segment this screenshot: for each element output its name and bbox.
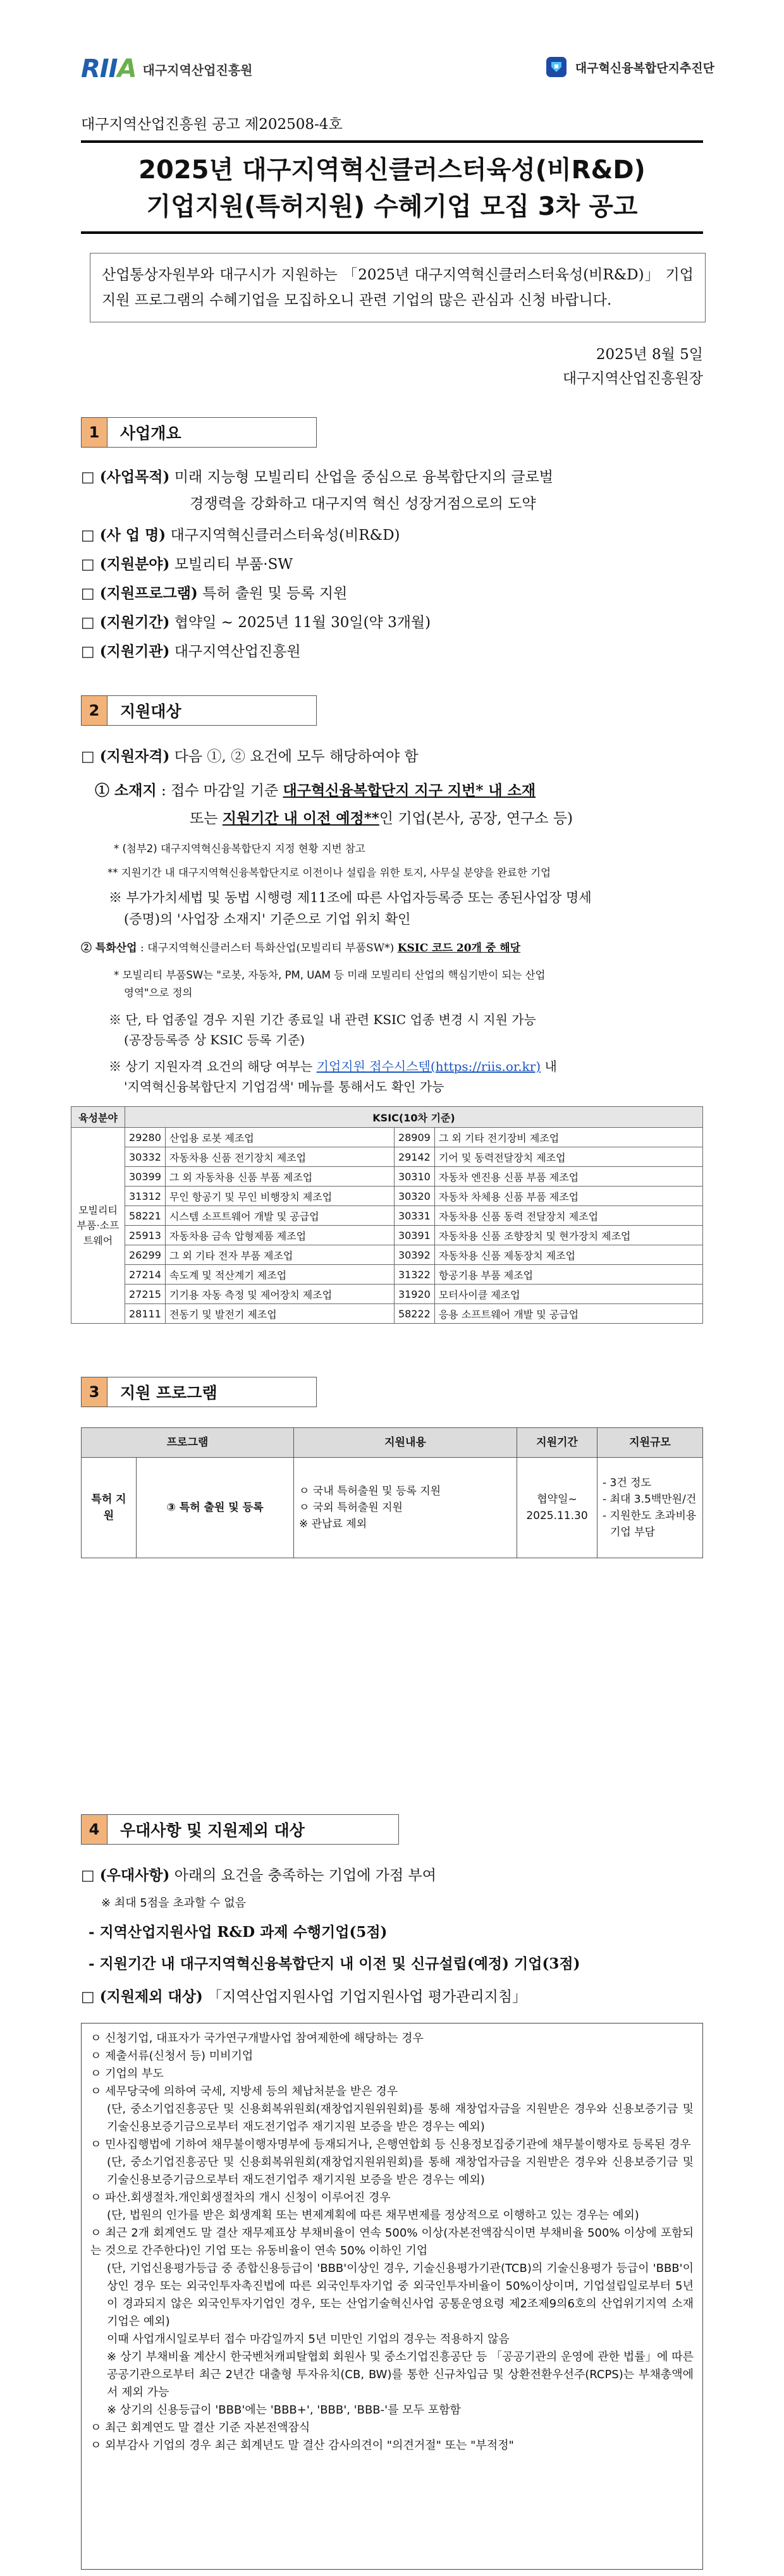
agency-label: □ (지원기관): [81, 643, 170, 660]
project-row: [81, 525, 400, 546]
ksic-code: 58221: [125, 1206, 166, 1226]
note-3a: ※ 부가가치세법 및 동법 시행령 제11조에 따른 사업자등록증 또는 종된사업장 명세: [109, 890, 592, 905]
exclusion-item: ㅇ 기업의 부도: [90, 2067, 164, 2080]
ksic-code: 31920: [394, 1285, 434, 1304]
title-line-1: 2025년 대구지역혁신클러스터육성(비R&D): [138, 156, 646, 185]
cluster-org-name: 대구혁신융복합단지추진단: [575, 61, 714, 75]
preference-item-2: - 지원기간 내 대구지역혁신융복합단지 내 이전 및 신규설립(예정) 기업(3점): [89, 1955, 580, 1972]
industry-row: [81, 939, 520, 957]
section-title: 지원대상: [107, 695, 317, 726]
qualification-text: 다음 ①, ② 요건에 모두 해당하여야 함: [174, 748, 419, 765]
period-label: □ (지원기간): [81, 614, 170, 631]
period-header: 지원기간: [517, 1428, 597, 1458]
content-line: ㅇ 국내 특허출원 및 등록 지원: [298, 1485, 441, 1498]
program-period: [517, 1458, 597, 1558]
ksic-header-code: KSIC(10차 기준): [125, 1107, 703, 1128]
project-label: □ (사 업 명): [81, 527, 166, 544]
note-6-text-b: 내: [541, 1059, 557, 1074]
preference-item-1: - 지역산업지원사업 R&D 과제 수행기업(5점): [89, 1924, 388, 1941]
exclusion-item: ㅇ 외부감사 기업의 경우 최근 회계년도 말 결산 감사의견이 "의견거절" 또는 "부적정": [90, 2439, 514, 2452]
section-1-header: [81, 417, 317, 448]
industry-text-emphasis: KSIC 코드 20개 중 해당: [397, 942, 521, 955]
exclusion-item: (단, 중소기업진흥공단 및 신용회복위원회(재창업지원위원회)를 통해 재창업자금을 지원받은 경우와 신용보증기금 및 기술신용보증기금으로부터 재도전기업주 재기지원 보증을 받은 경우는 예외): [107, 2103, 694, 2133]
purpose-row: [81, 467, 707, 488]
section-3-header: [81, 1377, 317, 1407]
ksic-code: 27215: [125, 1285, 166, 1304]
preference-label: □ (우대사항): [81, 1867, 170, 1884]
note-6-text: ※ 상기 지원자격 요건의 해당 여부는: [109, 1059, 317, 1074]
riia-logo-mark: RIIA: [81, 54, 137, 83]
ksic-code: 31312: [125, 1187, 166, 1206]
field-label: □ (지원분야): [81, 556, 170, 573]
ksic-code: 25913: [125, 1226, 166, 1245]
preference-text: 아래의 요건을 충족하는 기업에 가점 부여: [174, 1867, 436, 1884]
exclusion-item: (단, 법원의 인가를 받은 회생계획 또는 변제계획에 따른 채무변제를 정상적으로 이행하고 있는 경우는 예외): [107, 2209, 639, 2222]
section-title: 우대사항 및 지원제외 대상: [107, 1814, 399, 1845]
cluster-logo-icon: [544, 54, 569, 80]
location-text-2c: 인 기업(본사, 공장, 연구소 등): [379, 810, 573, 827]
ksic-desc: 자동차용 신품 제동장치 제조업: [434, 1245, 702, 1265]
scale-line: - 지원한도 초과비용: [603, 1510, 697, 1522]
project-text: 대구지역혁신클러스터육성(비R&D): [170, 527, 400, 544]
exclusion-item: ㅇ 세무당국에 의하여 국세, 지방세 등의 체납처분을 받은 경우: [90, 2085, 398, 2098]
ksic-desc: 그 외 기타 전자 부품 제조업: [165, 1245, 394, 1265]
section-4-header: [81, 1814, 399, 1845]
scale-header: 지원규모: [597, 1428, 703, 1458]
exclusion-item: ㅇ 제출서류(신청서 등) 미비기업: [90, 2049, 254, 2063]
exclusion-item: ※ 상기의 신용등급이 'BBB'에는 'BBB+', 'BBB', 'BBB-'를 모두 포함함: [107, 2403, 461, 2417]
exclusion-item: ※ 상기 부채비율 계산시 한국벤처캐피탈협회 회원사 및 중소기업진흥공단 등 「공공기관의 운영에 관한 법률」에 따른 공공기관으로부터 최근 2년간 대출형 투자유치(CB, BW)를 통한 신규차입금 및 상환전환우선주(RCPS)는 부채총액에서 제외 가능: [107, 2350, 694, 2399]
qualification-label: □ (지원자격): [81, 748, 170, 765]
program-name: ③ 특허 출원 및 등록: [137, 1458, 294, 1558]
scale-line: - 3건 정도: [603, 1477, 652, 1489]
ksic-code: 28111: [125, 1304, 166, 1324]
exclusion-item: ㅇ 파산.회생절차.개인회생절차의 개시 신청이 이루어진 경우: [90, 2191, 391, 2204]
riia-logo: [81, 54, 252, 83]
ksic-code: 29142: [394, 1147, 434, 1167]
exclusion-item: (단, 기업신용평가등급 중 종합신용등급이 'BBB'이상인 경우, 기술신용평가기관(TCB)의 기술신용평가 등급이 'BBB'이상인 경우 또는 외국인투자촉진법에 따른 외국인투자기업 중 외국인투자비율이 50%이상이며, 기업설립일로부터 5년이 경과되지 않은 외국인투자기업인 경우, 또는 산업기술혁신사업 공통운영요령 제2조제9의6호의 산업위기지역 소재 기업은 예외): [107, 2262, 694, 2328]
ksic-desc: 그 외 기타 전기장비 제조업: [434, 1128, 702, 1147]
cluster-logo: [544, 54, 714, 80]
qualification-row: [81, 746, 419, 767]
section-number: 1: [81, 417, 107, 448]
note-4a: * 모빌리티 부품SW는 "로봇, 자동차, PM, UAM 등 미래 모빌리티 산업의 핵심기반이 되는 산업: [114, 969, 546, 981]
agency-row: [81, 641, 301, 662]
ksic-desc: 모터사이클 제조업: [434, 1285, 702, 1304]
ksic-code: 27214: [125, 1265, 166, 1285]
section-number: 4: [81, 1814, 107, 1845]
section-2-header: [81, 695, 317, 726]
ksic-desc: 기어 및 동력전달장치 제조업: [434, 1147, 702, 1167]
content-header: 지원내용: [293, 1428, 517, 1458]
riia-org-name: 대구지역산업진흥원: [142, 62, 253, 78]
note-5a: ※ 단, 타 업종일 경우 지원 기간 종료일 내 관련 KSIC 업종 변경 시 지원 가능: [109, 1012, 536, 1027]
location-row-2: [190, 808, 573, 829]
ksic-code: 30332: [125, 1147, 166, 1167]
exclusion-text: 「지역산업지원사업 기업지원사업 평가관리지침」: [207, 1989, 527, 2005]
ksic-desc: 기기용 자동 측정 및 제어장치 제조업: [165, 1285, 394, 1304]
intro-box: 산업통상자원부와 대구시가 지원하는 「2025년 대구지역혁신클러스터육성(비R&D)」 기업지원 프로그램의 수혜기업을 모집하오니 관련 기업의 많은 관심과 신청 바랍니다.: [90, 253, 706, 322]
section-number: 3: [81, 1377, 107, 1407]
exclusion-item: 이때 사업개시일로부터 접수 마감일까지 5년 미만인 기업의 경우는 적용하지 않음: [107, 2333, 510, 2346]
scale-line: 기업 부담: [610, 1526, 656, 1539]
preference-note: ※ 최대 5점을 초과할 수 없음: [101, 1896, 247, 1910]
program-row: [81, 583, 347, 604]
ksic-desc: 항공기용 부품 제조업: [434, 1265, 702, 1285]
title-line-2: 기업지원(특허지원) 수혜기업 모집 3차 공고: [146, 192, 638, 221]
location-text-emphasis: 대구혁신융복합단지 지구 지번* 내 소재: [283, 782, 536, 799]
program-text: 특허 출원 및 등록 지원: [202, 585, 348, 602]
notice-number: 대구지역산업진흥원 공고 제202508-4호: [81, 116, 343, 133]
program-label: □ (지원프로그램): [81, 585, 198, 602]
page-title: [81, 140, 703, 234]
exclusion-item: (단, 중소기업진흥공단 및 신용회복위원회(재창업지원위원회)를 통해 재창업자금을 지원받은 경우와 신용보증기금 및 기술신용보증기금으로부터 재도전기업주 재기지원 보증을 받은 경우는 예외): [107, 2156, 694, 2187]
ksic-code: 30392: [394, 1245, 434, 1265]
ksic-desc: 자동차용 금속 압형제품 제조업: [165, 1226, 394, 1245]
note-6a: [109, 1057, 557, 1076]
ksic-table: [71, 1106, 703, 1324]
program-table: [81, 1427, 703, 1558]
industry-text: : 대구지역혁신클러스터 특화산업(모빌리티 부품SW*): [140, 942, 398, 955]
ksic-code: 30391: [394, 1226, 434, 1245]
field-row: [81, 554, 293, 575]
ksic-field-name: 모빌리티 부품·소프트웨어: [71, 1128, 125, 1324]
exclusion-item: ㅇ 민사집행법에 기하여 채무불이행자명부에 등재되거나, 은행연합회 등 신용정보집중기관에 채무불이행자로 등록된 경우: [90, 2138, 691, 2151]
ksic-code: 30331: [394, 1206, 434, 1226]
ksic-desc: 시스템 소프트웨어 개발 및 공급업: [165, 1206, 394, 1226]
location-row: [95, 780, 702, 802]
section-number: 2: [81, 695, 107, 726]
ksic-code: 30320: [394, 1187, 434, 1206]
ksic-desc: 그 외 자동차용 신품 부품 제조업: [165, 1167, 394, 1187]
ksic-desc: 자동차용 신품 전기장치 제조업: [165, 1147, 394, 1167]
ksic-code: 31322: [394, 1265, 434, 1285]
note-4b: 영역"으로 정의: [124, 987, 193, 999]
ksic-desc: 자동차 엔진용 신품 부품 제조업: [434, 1167, 702, 1187]
ksic-desc: 전동기 및 발전기 제조업: [165, 1304, 394, 1324]
section-title: 사업개요: [107, 417, 317, 448]
ksic-code: 26299: [125, 1245, 166, 1265]
note-6c: '지역혁신융복합단지 기업검색' 메뉴를 통해서도 확인 가능: [124, 1079, 444, 1094]
program-header: 프로그램: [82, 1428, 294, 1458]
ksic-desc: 속도계 및 적산계기 제조업: [165, 1265, 394, 1285]
exclusion-box: [81, 2023, 703, 2570]
riis-link[interactable]: 기업지원 접수시스템(https://riis.or.kr): [316, 1059, 541, 1074]
location-text: : 접수 마감일 기준: [161, 783, 283, 799]
ksic-code: 29280: [125, 1128, 166, 1147]
ksic-code: 30399: [125, 1167, 166, 1187]
exclusion-item: ㅇ 최근 회계연도 말 결산 기준 자본전액잠식: [90, 2421, 310, 2434]
note-1: * (첨부2) 대구지역혁신융복합단지 지정 현황 지번 참고: [114, 843, 365, 855]
purpose-label: □ (사업목적): [81, 468, 170, 485]
exclusion-label: □ (지원제외 대상): [81, 1988, 203, 2005]
note-5b: (공장등록증 상 KSIC 등록 기준): [124, 1032, 305, 1047]
ksic-desc: 무인 항공기 및 무인 비행장치 제조업: [165, 1187, 394, 1206]
exclusion-item: ㅇ 최근 2개 회계연도 말 결산 재무제표상 부채비율이 연속 500% 이상(자본전액잠식이면 부채비율 500% 이상에 포함되는 것으로 간주한다)인 기업 또는 유동비율이 연속 50% 이하인 기업: [90, 2226, 694, 2257]
ksic-header-field: 육성분야: [71, 1107, 125, 1128]
exclusion-row: [81, 1986, 527, 2008]
notice-date: 2025년 8월 5일: [596, 346, 703, 363]
ksic-code: 30310: [394, 1167, 434, 1187]
ksic-desc: 자동차 차체용 신품 부품 제조업: [434, 1187, 702, 1206]
period-row: [81, 612, 431, 633]
ksic-code: 58222: [394, 1304, 434, 1324]
ksic-desc: 자동차용 신품 동력 전달장치 제조업: [434, 1206, 702, 1226]
purpose-text-2: 경쟁력을 강화하고 대구지역 혁신 성장거점으로의 도약: [190, 496, 536, 512]
industry-label: ② 특화산업: [81, 942, 137, 955]
location-text-2b: 지원기간 내 이전 예정**: [222, 810, 379, 827]
period-line: 2025.11.30: [526, 1510, 588, 1522]
program-scale: [597, 1458, 703, 1558]
note-2: ** 지원기간 내 대구지역혁신융복합단지로 이전이나 설립을 위한 토지, 사무실 분양을 완료한 기업: [107, 867, 551, 879]
location-label: ① 소재지: [95, 782, 157, 799]
location-text-2a: 또는: [190, 810, 223, 827]
note-3b: (증명)의 '사업장 소재지' 기준으로 기업 위치 확인: [124, 912, 411, 927]
content-line: ㅇ 국외 특허출원 지원: [298, 1501, 403, 1514]
purpose-text-1: 미래 지능형 모빌리티 산업을 중심으로 융복합단지의 글로벌: [174, 469, 554, 485]
content-line: ※ 관납료 제외: [298, 1518, 367, 1530]
scale-line: - 최대 3.5백만원/건: [603, 1493, 697, 1506]
period-line: 협약일~: [537, 1493, 577, 1506]
program-category: 특허 지원: [82, 1458, 137, 1558]
signature: 대구지역산업진흥원장: [562, 370, 703, 387]
program-content: [293, 1458, 517, 1558]
ksic-desc: 산업용 로봇 제조업: [165, 1128, 394, 1147]
period-text: 협약일 ~ 2025년 11월 30일(약 3개월): [174, 614, 431, 631]
preference-row: [81, 1865, 436, 1886]
ksic-desc: 응용 소프트웨어 개발 및 공급업: [434, 1304, 702, 1324]
exclusion-item: ㅇ 신청기업, 대표자가 국가연구개발사업 참여제한에 해당하는 경우: [90, 2032, 424, 2045]
agency-text: 대구지역산업진흥원: [174, 644, 301, 660]
ksic-code: 28909: [394, 1128, 434, 1147]
field-text: 모빌리티 부품·SW: [174, 556, 293, 573]
section-title: 지원 프로그램: [107, 1377, 317, 1407]
ksic-desc: 자동차용 신품 조향장치 및 현가장치 제조업: [434, 1226, 702, 1245]
